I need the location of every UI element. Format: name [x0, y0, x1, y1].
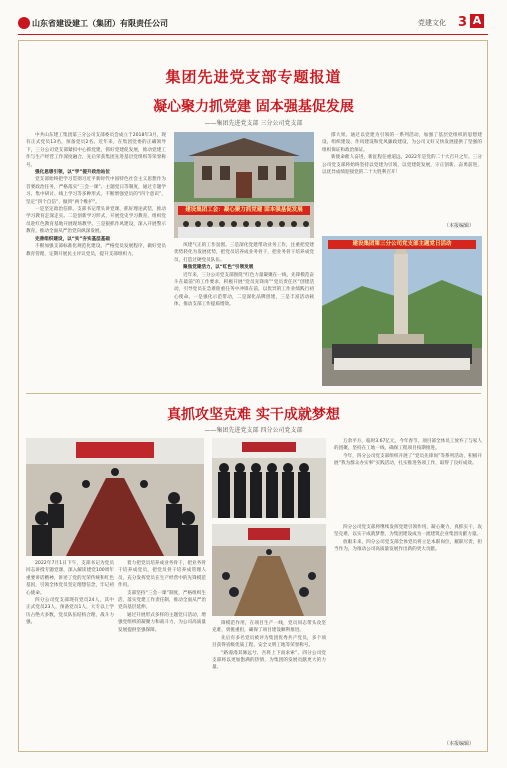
paragraph: 新使命催人奋进，新征程任重道远。2022年是党的二十大召开之年。三分公司党支部将始终坚持以党建为引领，以党建促发展，守正创新、奋勇前进，以优异成绩迎接党的二十大胜利召开！ — [322, 155, 482, 176]
paragraph: 凤建气正的工作氛围。三是深化党建带动业务工作，注重把党建优势转化为发展优势，把党员培养成业务骨干，把业务骨干培养成党员，打造过硬党员队伍。 — [174, 243, 314, 263]
article1-column-3 — [322, 132, 482, 230]
topic-title: 集团先进党支部专题报道 — [165, 68, 342, 86]
company-name: 山东省建设建工（集团）有限责任公司 — [32, 19, 168, 28]
paragraph: 中共山东建工集团第三分公司支部委员会成立于2018年3月，现有正式党员13名，预备党员2名。近年来，在集团党委的正确领导下，三分公司党支部紧扣中心抓党建，抓好党建促发展，推动党建工作与生产经营工作深度融合，先后荣获集团先进基层党组织等荣誉称号。 — [26, 133, 166, 168]
article2-byline: ——集团先进党支部 四分公司党支部 — [204, 427, 303, 434]
paragraph: 近年来，三分公司党支部围绕“红色力量凝聚在一线，先锋模范奋斗在最前”的工作要求，积极开展“党员先锋岗”“党员责任区”创建活动，引导党员在急难险重任务中冲锋在前，以优异的工作业绩践行初心使命。一是强化示范带动，二是深化品牌创建，三是丰富活动载体，推动支部工作提质增效。 — [174, 272, 314, 308]
section-name: 党建文化 — [418, 19, 446, 27]
paragraph: 万余平方，临时3.67亿元，今年春节，项目部全体员工放弃了与家人的团聚，坚持在工地一线，确保工程项目按期推进。 — [334, 439, 482, 452]
paragraph: 一是坚定政治信仰。支部书记带头讲党课，抓好理论武装，推动学习教育走深走实。二是创新学习形式，开展党史学习教育，组织党员赴红色教育基地开展现场教学。三是狠抓作风建设，深入开展警示教育，推动全面从严治党向纵深发展。 — [26, 207, 166, 235]
subheading: 强化思想引领，以“学”提升政治站位 — [35, 170, 110, 176]
group-illustration — [212, 438, 326, 518]
subheading: 聚焦党建活力，以“红色”引领发展 — [183, 265, 254, 271]
article2-column-3 — [212, 620, 326, 750]
photo-group-standing — [212, 438, 326, 518]
paragraph: 先后有多名党员被评为集团优秀共产党员，多个项目获得省级优质工程、安全文明工地等荣誉称号。 — [212, 635, 326, 649]
paragraph: 通过开展形式多样的主题党日活动，增强党组织的凝聚力和战斗力，为公司高质量发展提供坚强保障。 — [118, 612, 206, 633]
photo-conference — [212, 524, 326, 616]
article1-source: （本报编辑） — [444, 223, 475, 229]
photo-group-monument — [322, 236, 482, 386]
subheading: 完善组织建设，以“实”夯实基层基础 — [35, 236, 110, 242]
header-rule — [18, 34, 488, 35]
article1-column-2 — [174, 242, 314, 388]
page-header — [0, 0, 507, 40]
meeting-illustration — [26, 438, 204, 556]
article2-top-right — [334, 438, 482, 520]
company-logo-icon — [18, 17, 30, 29]
article2-column-4 — [334, 524, 482, 744]
paragraph: 不断加强支部标准化规范化建设，严格党员发展程序，做好党员教育管理，定期开展民主评议党员，提升支部组织力。 — [26, 244, 166, 257]
article2-source: （本报编辑） — [444, 741, 475, 747]
paragraph: 四分公司党支部将继续发挥党建引领作用，凝心聚力，真抓实干，攻坚克难，以实干成就梦想，为集团建设成为一流建筑企业集团贡献力量。 — [334, 525, 482, 538]
paragraph: 着力把党员培养成业务骨干，把业务骨干培养成党员，把党员骨干培养成管理人员，充分发挥党员在生产经营中的先锋模范作用。 — [118, 561, 206, 589]
paragraph: 放眼未来，四分公司党支部全体党员将立足本职岗位，履职尽责，担当作为，为推动公司高质量发展作出新的更大贡献。 — [334, 539, 482, 553]
page-number: 3 — [458, 15, 468, 30]
paragraph: 2022年7月1日下午，支部书记为党员同志讲授专题党课，深入解读建党100周年重要讲话精神，讲述了党的光荣传统和红色基因，引领全体党员坚定理想信念，牢记初心使命。 — [26, 561, 114, 596]
article2-column-1 — [26, 560, 114, 750]
paragraph: 支部坚持“三会一课”制度，严格组织生活，落实党建工作责任制，推动全面从严治党向基层延伸。 — [118, 590, 206, 611]
monument-illustration — [322, 236, 482, 386]
paragraph: 撑大果。通过以党建为引领的一系列活动，加强了基层党组织的思想建设、组织建设、作风建设和党风廉政建设，为公司又好又快发展提供了坚强的组织保证和政治保证。 — [322, 133, 482, 153]
photo2-banner: 建设集团第三分公司党支部主题党日活动 — [328, 240, 476, 249]
article-divider — [26, 393, 481, 394]
photo-meeting-room — [26, 438, 204, 556]
paragraph: 党支部始终把学习贯彻习近平新时代中国特色社会主义思想作为首要政治任务，严格落实“三会一课”、主题党日等制度，通过专题学习、集中研讨、线上学习等多种形式，不断增强党员的“四个意识”，坚定“四个自信”，做到“两个维护”。 — [26, 177, 166, 205]
photo-party-building — [174, 132, 314, 238]
page-letter-badge: A — [470, 14, 484, 28]
paragraph: 今年，四分公司党支部组织开展了“党员先锋岗”等系列活动，积极开展“我为群众办实事”实践活动，扎实推进各项工作，取得了良好成效。 — [334, 453, 482, 467]
article1-title: 凝心聚力抓党建 固本强基促发展 — [153, 99, 354, 115]
article2-column-2 — [118, 560, 206, 750]
article1-column-1 — [26, 132, 166, 388]
paragraph: 四分公司党支部现有党员24人，其中正式党员23人，预备党员1人，大专以上学历占绝大多数，党员队伍结构合理，战斗力强。 — [26, 598, 114, 626]
photo1-banner: 建设集团工会：凝心聚力抓党建 固本强基促发展 — [178, 206, 310, 215]
paragraph: 锋模范作用，在项目生产一线，党员同志带头攻坚克难，勇挑重担，确保了项目建设顺利推进。 — [212, 621, 326, 634]
crowd-illustration — [174, 218, 314, 238]
conference-illustration — [212, 524, 326, 616]
article1-byline: ——集团先进党支部 三分公司党支部 — [204, 120, 303, 127]
paragraph: “路漫漫其修远兮，吾将上下而求索”。四分公司党支部将以更加饱满的热情，为集团的发展贡献更大的力量。 — [212, 650, 326, 671]
article2-title: 真抓攻坚克难 实干成就梦想 — [167, 407, 340, 423]
